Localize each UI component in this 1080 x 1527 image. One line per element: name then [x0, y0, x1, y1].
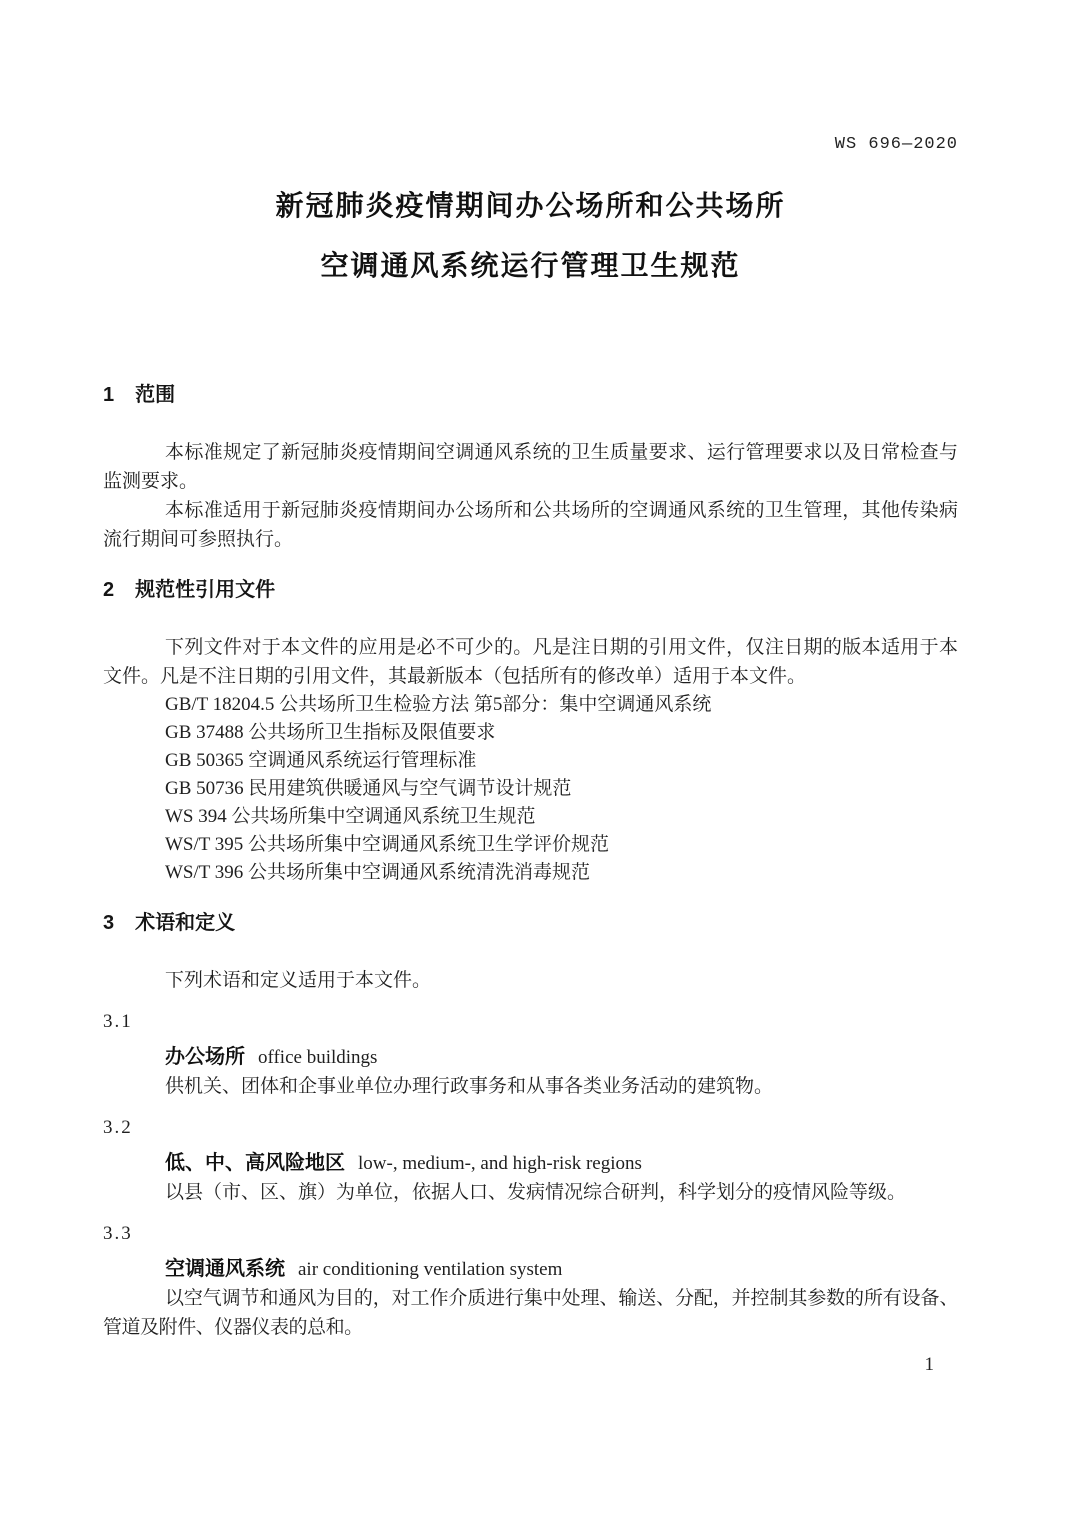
reference-item: GB 37488 公共场所卫生指标及限值要求 — [165, 722, 496, 743]
section-scope — [103, 385, 958, 554]
scope-paragraph-1: 本标准规定了新冠肺炎疫情期间空调通风系统的卫生质量要求、运行管理要求以及日常检查与监测要求。 — [103, 442, 958, 492]
term-name-line — [165, 1043, 958, 1072]
scope-paragraph-2: 本标准适用于新冠肺炎疫情期间办公场所和公共场所的空调通风系统的卫生管理，其他传染病流行期间可参照执行。 — [103, 500, 958, 550]
document-title — [103, 192, 958, 280]
term-entry-3-3 — [103, 1224, 958, 1342]
document-title-line-1: 新冠肺炎疫情期间办公场所和公共场所 — [275, 190, 786, 221]
reference-item: WS/T 395 公共场所集中空调通风系统卫生学评价规范 — [165, 834, 610, 855]
section-3-title: 术语和定义 — [135, 912, 236, 934]
term-definition: 供机关、团体和企事业单位办理行政事务和从事各类业务活动的建筑物。 — [165, 1076, 774, 1097]
section-3-heading — [103, 913, 958, 933]
page-number: 1 — [924, 1354, 934, 1375]
page-content — [0, 135, 1080, 1376]
section-1-heading — [103, 385, 958, 405]
term-name-chinese: 低、中、高风险地区 — [165, 1152, 345, 1174]
section-2-title: 规范性引用文件 — [135, 579, 276, 601]
section-1-title: 范围 — [135, 384, 176, 406]
term-number: 3.2 — [103, 1117, 133, 1138]
term-number: 3.1 — [103, 1011, 133, 1032]
term-name-line — [165, 1149, 958, 1178]
reference-item: GB 50736 民用建筑供暖通风与空气调节设计规范 — [165, 778, 572, 799]
section-3-number: 3 — [103, 912, 115, 934]
reference-list — [103, 691, 958, 887]
standard-code: WS 696—2020 — [834, 135, 958, 154]
document-title-line-2: 空调通风系统运行管理卫生规范 — [320, 250, 741, 281]
term-name-english: air conditioning ventilation system — [298, 1259, 563, 1280]
section-terms-definitions — [103, 913, 958, 1342]
term-entry-3-2 — [103, 1118, 958, 1207]
reference-item: GB/T 18204.5 公共场所卫生检验方法 第5部分：集中空调通风系统 — [165, 694, 712, 715]
reference-item: WS/T 396 公共场所集中空调通风系统清洗消毒规范 — [165, 862, 591, 883]
term-definition: 以县（市、区、旗）为单位，依据人口、发病情况综合研判，科学划分的疫情风险等级。 — [165, 1182, 907, 1203]
term-entry-3-1 — [103, 1012, 958, 1101]
section-2-number: 2 — [103, 579, 115, 601]
section-normative-references — [103, 580, 958, 887]
terms-intro-paragraph: 下列术语和定义适用于本文件。 — [165, 970, 432, 991]
term-name-english: low-, medium-, and high-risk regions — [358, 1153, 642, 1174]
term-name-line — [165, 1255, 958, 1284]
section-2-heading — [103, 580, 958, 600]
term-name-chinese: 办公场所 — [165, 1046, 245, 1068]
section-1-number: 1 — [103, 384, 115, 406]
term-name-chinese: 空调通风系统 — [165, 1258, 285, 1280]
reference-item: WS 394 公共场所集中空调通风系统卫生规范 — [165, 806, 536, 827]
reference-item: GB 50365 空调通风系统运行管理标准 — [165, 750, 477, 771]
term-definition: 以空气调节和通风为目的，对工作介质进行集中处理、输送、分配，并控制其参数的所有设备、管道及附件、仪器仪表的总和。 — [103, 1288, 958, 1338]
term-name-english: office buildings — [258, 1047, 378, 1068]
term-number: 3.3 — [103, 1223, 133, 1244]
references-intro-paragraph: 下列文件对于本文件的应用是必不可少的。凡是注日期的引用文件，仅注日期的版本适用于本文件。凡是不注日期的引用文件，其最新版本（包括所有的修改单）适用于本文件。 — [103, 637, 958, 687]
